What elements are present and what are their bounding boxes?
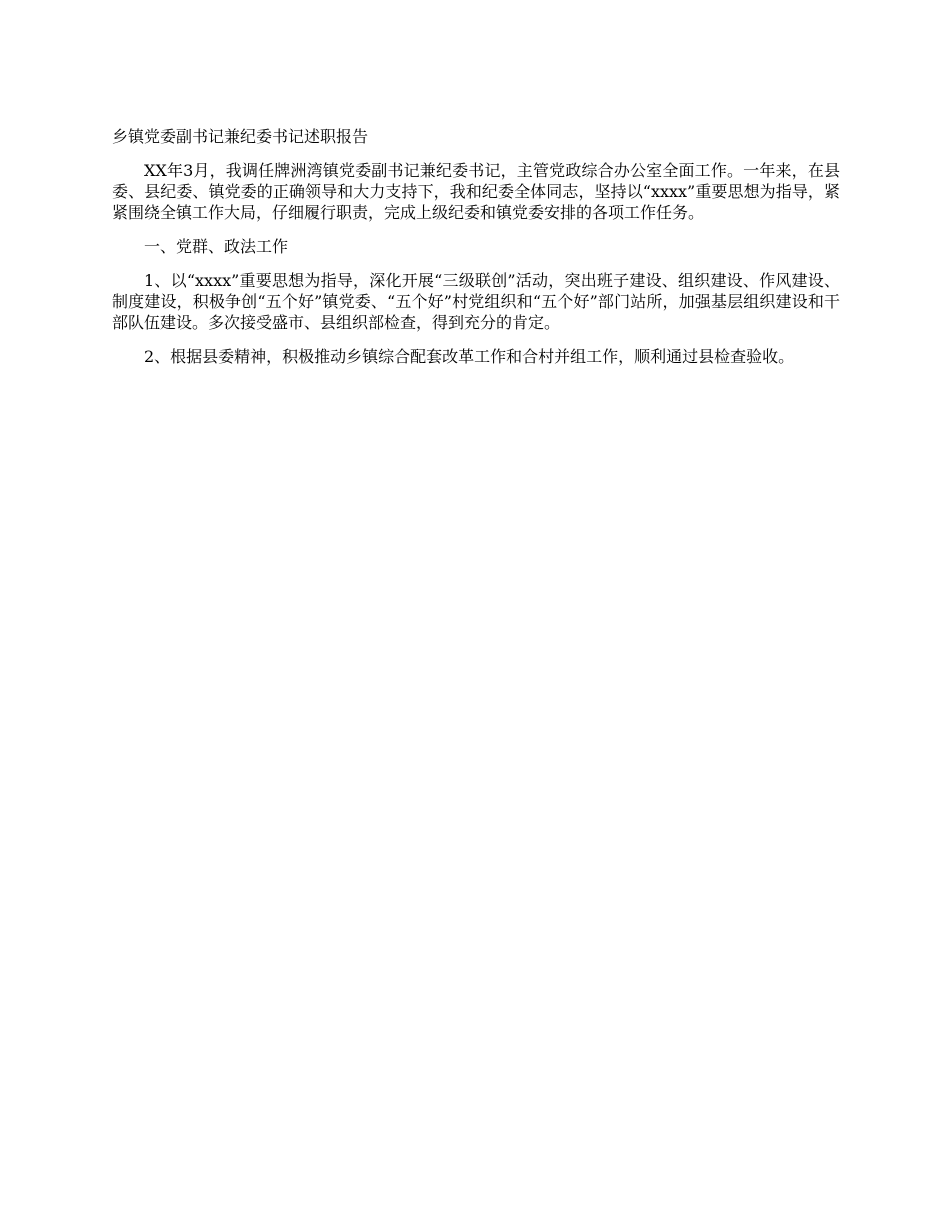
section-heading: 一、党群、政法工作 [144, 237, 289, 256]
paragraph-intro: XX年3月，我调任牌洲湾镇党委副书记兼纪委书记，主管党政综合办公室全面工作。一年来，在县委、县纪委、镇党委的正确领导和大力支持下，我和纪委全体同志，坚持以“xxxx”重要思想为指导，紧紧围绕全镇工作大局，仔细履行职责，完成上级纪委和镇党委安排的各项工作任务。 [112, 161, 840, 222]
document-body [112, 126, 840, 380]
paragraph-item-2: 2、根据县委精神，积极推动乡镇综合配套改革工作和合村并组工作，顺利通过县检查验收。 [144, 347, 795, 366]
document-title: 乡镇党委副书记兼纪委书记述职报告 [112, 127, 369, 146]
paragraph-item-1: 1、以“xxxx”重要思想为指导，深化开展“三级联创”活动，突出班子建设、组织建设、作风建设、制度建设，积极争创“五个好”镇党委、“五个好”村党组织和“五个好”部门站所，加强基层组织建设和干部队伍建设。多次接受盛市、县组织部检查，得到充分的肯定。 [112, 271, 840, 332]
